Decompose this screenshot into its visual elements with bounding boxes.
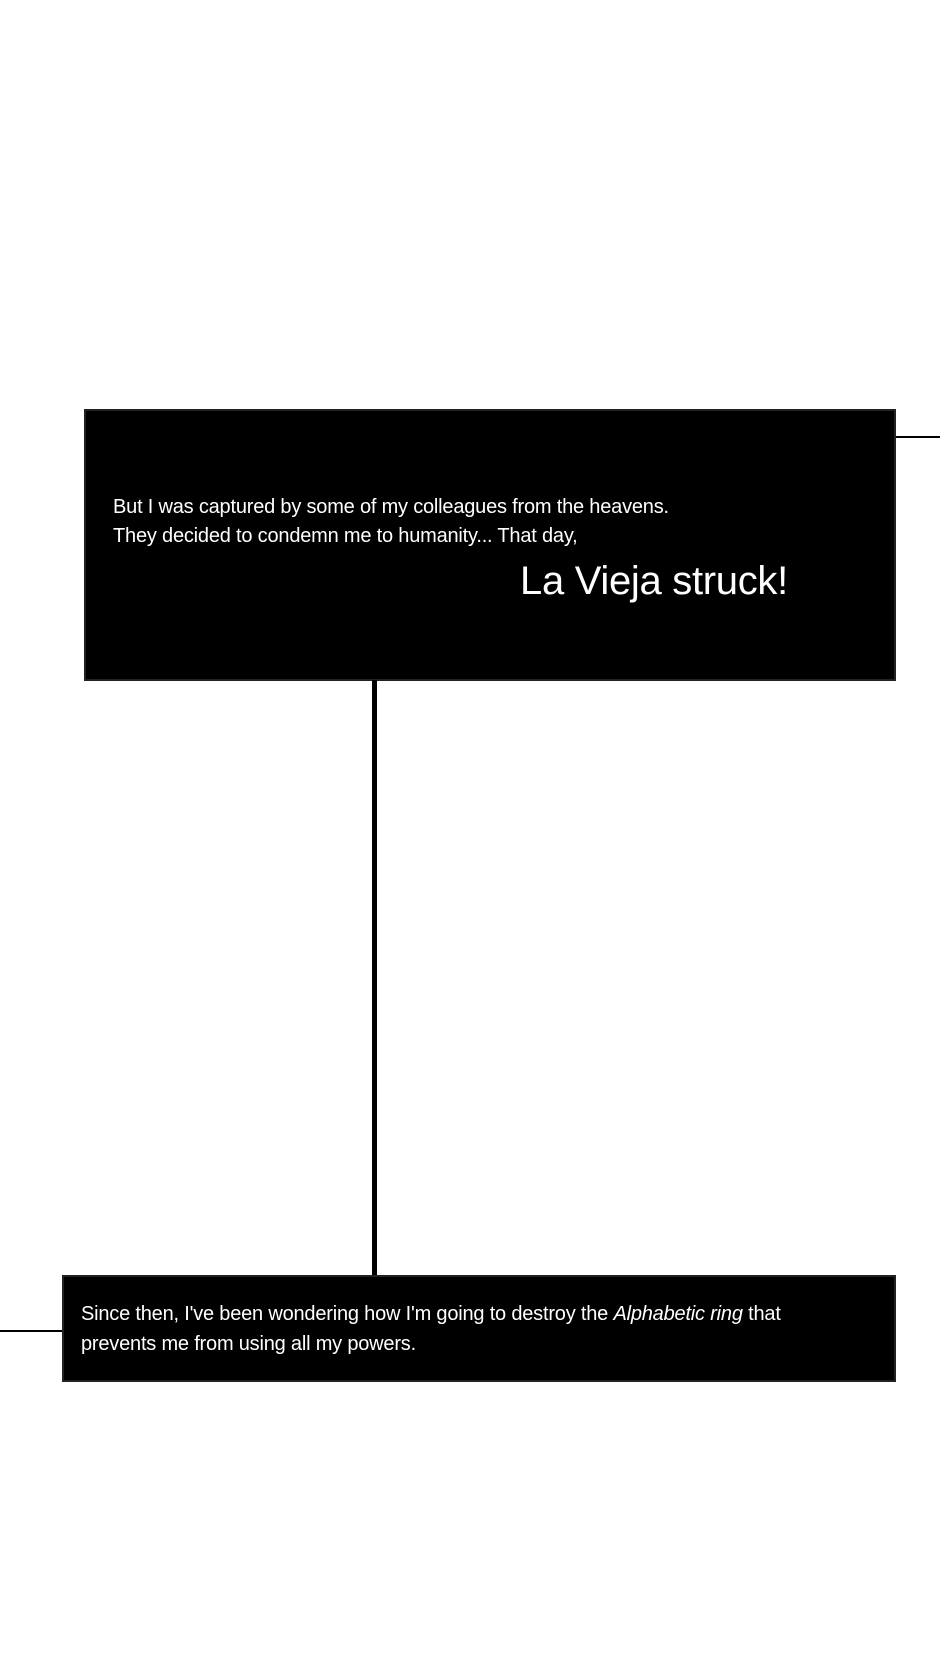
caption-box-bottom (62, 1275, 896, 1382)
caption-bottom-line-2: prevents me from using all my powers. (81, 1333, 416, 1355)
caption-line-1: But I was captured by some of my colleagues from the heavens. (113, 496, 669, 518)
caption-bottom-line-1 (81, 1299, 884, 1329)
caption-bottom-italic: Alphabetic ring (613, 1303, 743, 1325)
connector-line-vertical (372, 680, 377, 1280)
caption-bottom-text (81, 1299, 884, 1359)
caption-emphasis: La Vieja struck! (520, 559, 788, 603)
caption-bottom-line-1-end: that (742, 1303, 781, 1325)
connector-line-top-right (894, 436, 940, 438)
caption-box-top (84, 409, 896, 681)
connector-line-bottom-left (0, 1330, 62, 1332)
caption-bottom-line-1-start: Since then, I've been wondering how I'm going to destroy the (81, 1303, 614, 1325)
caption-line-2: They decided to condemn me to humanity... That day, (113, 525, 578, 547)
